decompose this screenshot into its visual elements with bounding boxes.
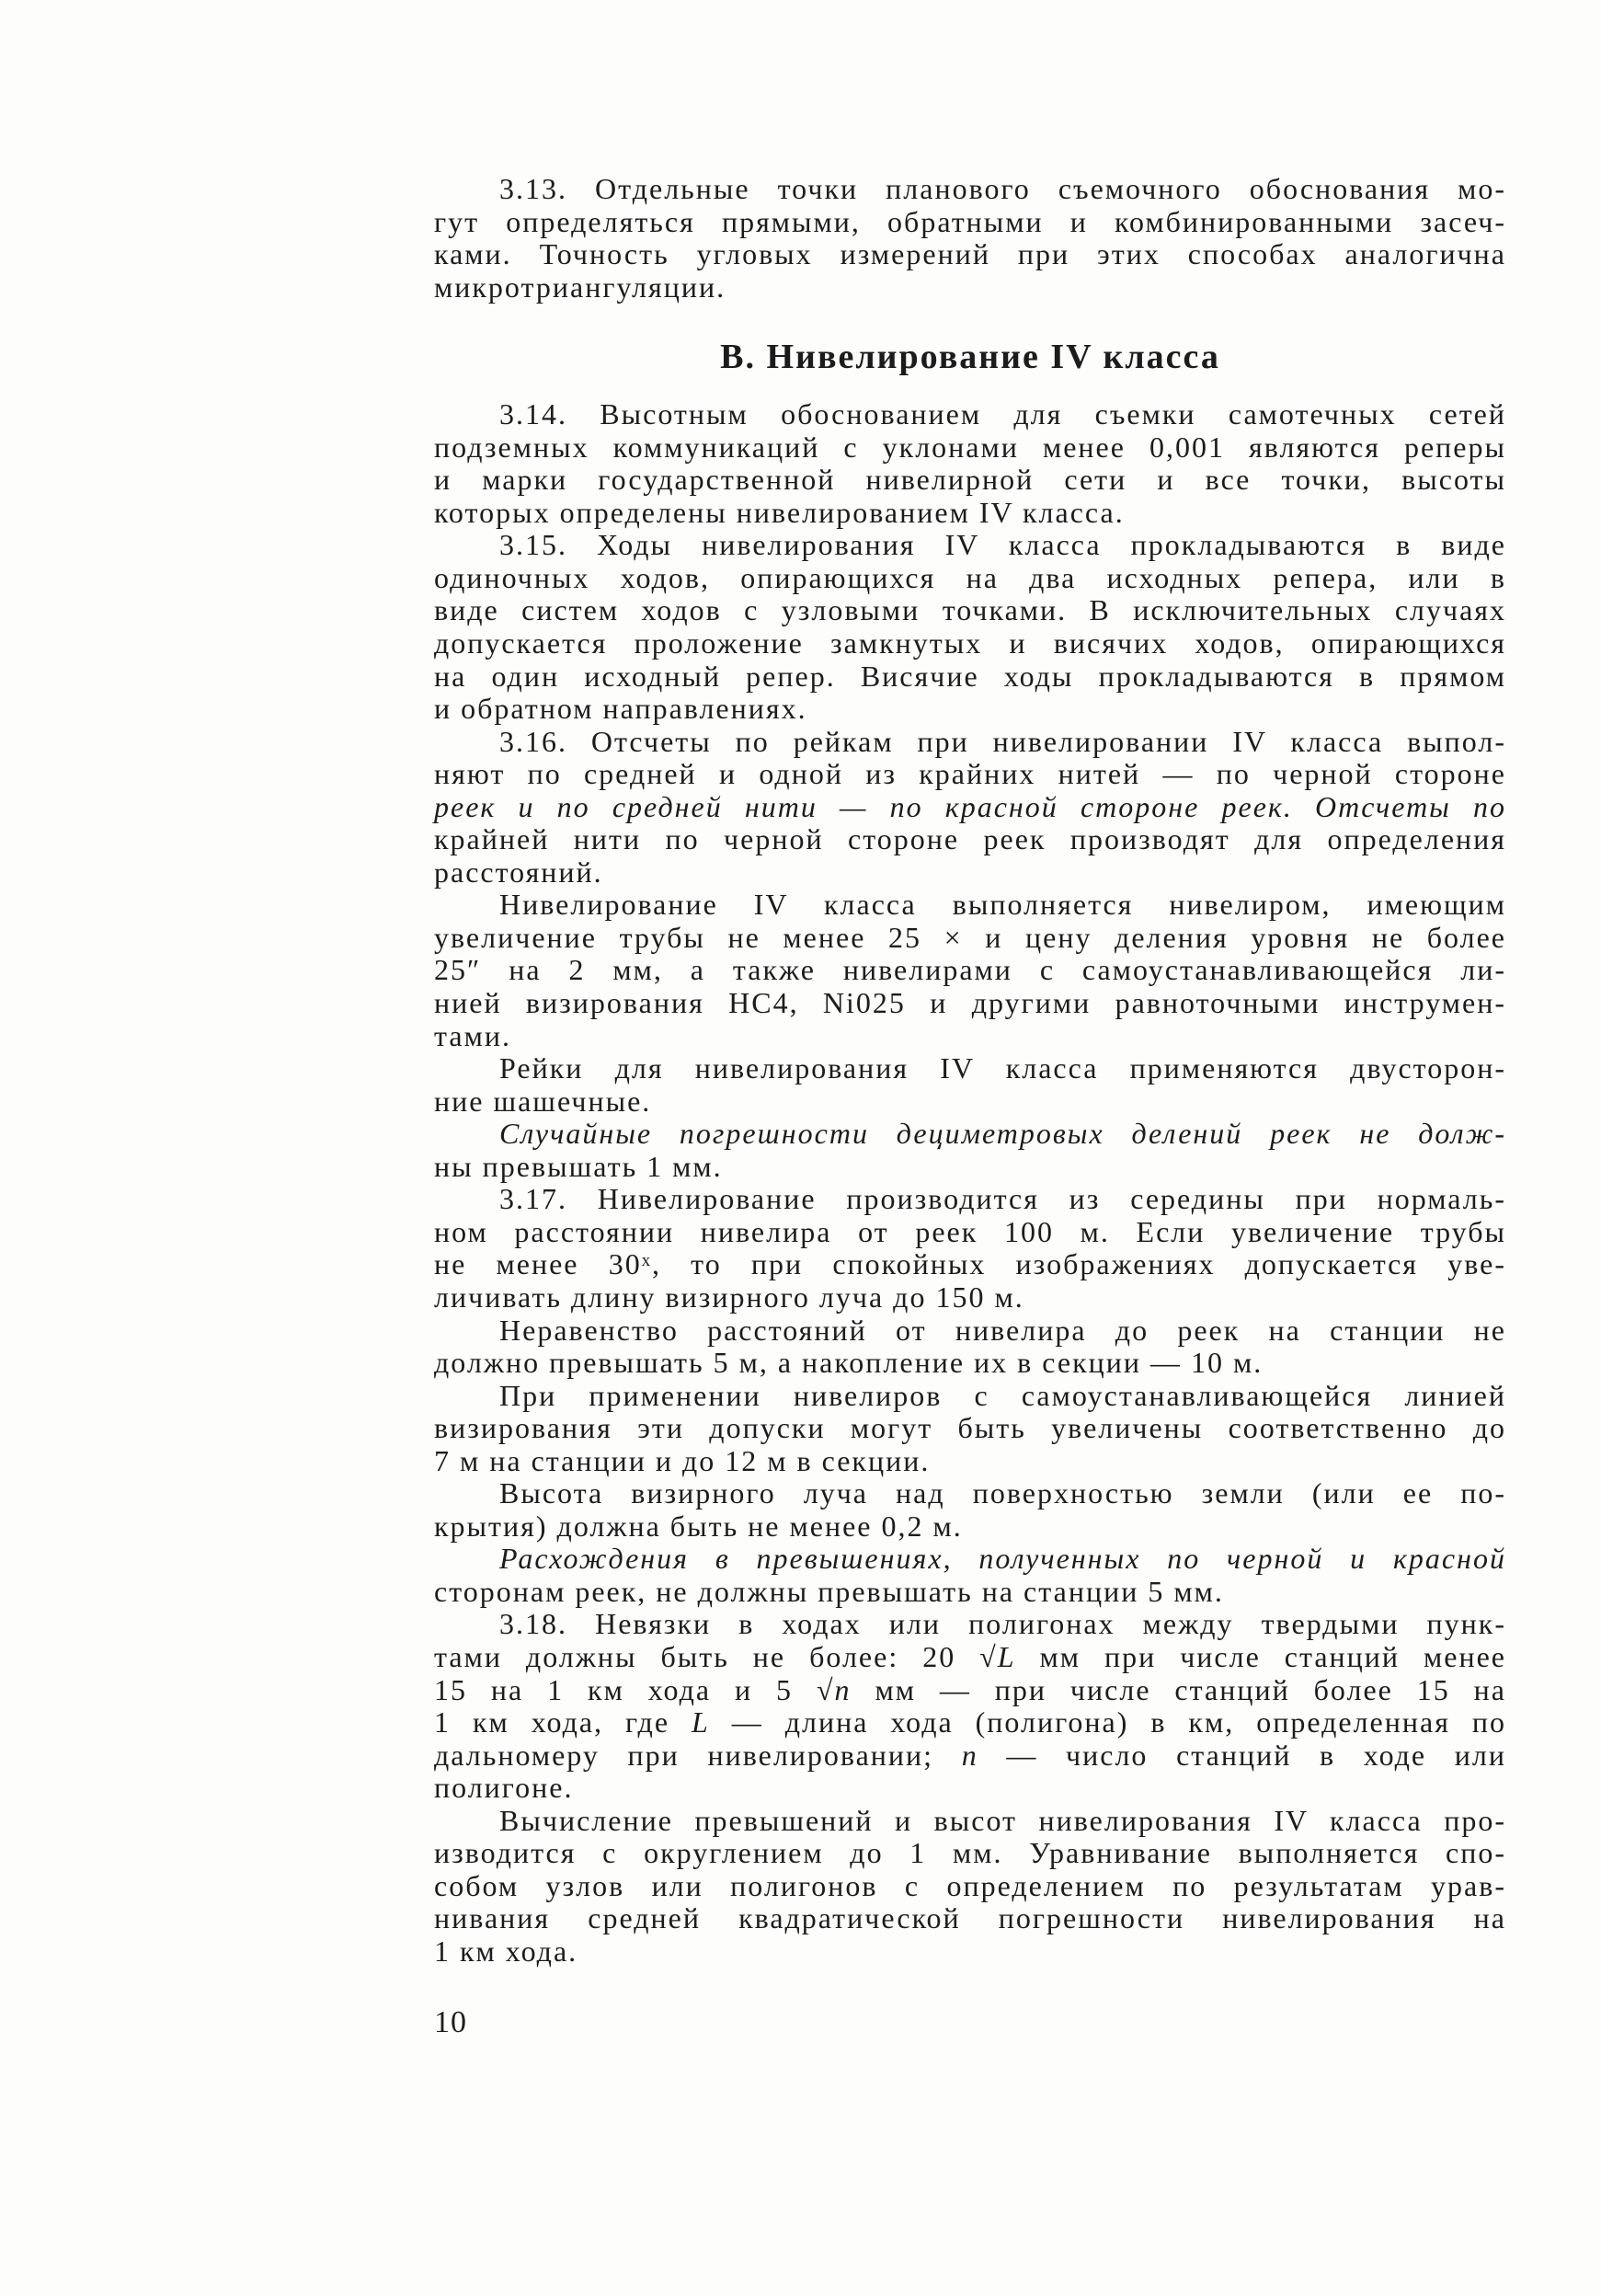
text-block bbox=[434, 173, 1506, 2039]
paragraph bbox=[434, 1052, 1506, 1118]
text-line bbox=[434, 1706, 1506, 1739]
text-segment: дальномеру при нивелировании; bbox=[434, 1738, 962, 1772]
paragraph bbox=[434, 1118, 1506, 1183]
text-line: При применении нивелиров с самоустанавливающейся линией bbox=[499, 1378, 1506, 1412]
text-line: крытия) должна быть не менее 0,2 м. bbox=[434, 1509, 963, 1543]
text-line: гут определяться прямыми, обратными и комбинированными засеч- bbox=[434, 204, 1506, 238]
text-line: и марки государственной нивелирной сети и все точки, высоты bbox=[434, 463, 1506, 497]
text-line: Вычисление превышений и высот нивелирования IV класса про- bbox=[499, 1803, 1506, 1837]
paragraph bbox=[434, 1805, 1506, 1969]
text-line bbox=[434, 1674, 1506, 1707]
paragraph bbox=[434, 726, 1506, 890]
text-line: микротриангуляции. bbox=[434, 270, 726, 304]
paragraph bbox=[434, 1543, 1506, 1608]
text-line: 3.15. Ходы нивелирования IV класса прокладываются в виде bbox=[499, 528, 1506, 562]
text-line: ние шашечные. bbox=[434, 1084, 652, 1118]
text-line bbox=[434, 1739, 1506, 1773]
text-line bbox=[434, 1543, 1506, 1576]
paragraph bbox=[434, 1477, 1506, 1543]
text-line: 3.17. Нивелирование производится из середины при нормаль- bbox=[499, 1182, 1506, 1216]
text-line: собом узлов или полигонов с определением по результатам урав- bbox=[434, 1868, 1506, 1902]
text-line: 3.18. Невязки в ходах или полигонах между твердыми пунк- bbox=[499, 1607, 1506, 1641]
text-line: допускается проложение замкнутых и висячих ходов, опирающихся bbox=[434, 626, 1506, 660]
text-line: на один исходный репер. Висячие ходы прокладываются в прямом bbox=[434, 659, 1506, 693]
text-line: Нивелирование IV класса выполняется нивелиром, имеющим bbox=[499, 888, 1506, 922]
text-line: 1 км хода. bbox=[434, 1934, 578, 1968]
section-b-body bbox=[434, 398, 1506, 1968]
text-line: виде систем ходов с узловыми точками. В исключительных случаях bbox=[434, 593, 1506, 627]
text-line: не менее 30ˣ, то при спокойных изображениях допускается уве- bbox=[434, 1247, 1506, 1281]
text-line: ками. Точность угловых измерений при этих способах аналогична bbox=[434, 237, 1506, 271]
text-line: Высота визирного луча над поверхностью земли (или ее по- bbox=[499, 1476, 1506, 1510]
text-line: нивания средней квадратической погрешности нивелирования на bbox=[434, 1901, 1506, 1935]
paragraph bbox=[434, 1608, 1506, 1804]
text-segment: — длина хода (полигона) в км, определенная по bbox=[709, 1705, 1507, 1739]
text-line: 3.13. Отдельные точки планового съемочного обоснования мо- bbox=[499, 172, 1506, 205]
text-line: няют по средней и одной из крайних нитей — по черной стороне bbox=[434, 757, 1506, 791]
text-line: подземных коммуникаций с уклонами менее 0,001 являются реперы bbox=[434, 430, 1506, 464]
text-line: визирования эти допуски могут быть увеличены соответственно до bbox=[434, 1411, 1506, 1445]
text-line: нией визирования НС4, Ni025 и другими равноточными инструмен- bbox=[434, 986, 1506, 1020]
paragraph bbox=[434, 889, 1506, 1052]
text-line: сторонам реек, не должны превышать на станции 5 мм. bbox=[434, 1574, 1224, 1608]
text-segment: мм при числе станций менее bbox=[1015, 1639, 1507, 1673]
text-segment: мм — при числе станций более 15 на bbox=[851, 1672, 1507, 1706]
italic-text: L bbox=[691, 1705, 710, 1739]
paragraph bbox=[434, 398, 1506, 529]
paragraph bbox=[434, 529, 1506, 725]
italic-text: L bbox=[997, 1639, 1016, 1673]
text-segment: 15 на 1 км хода и 5 √ bbox=[434, 1672, 835, 1706]
text-line: Неравенство расстояний от нивелира до реек на станции не bbox=[499, 1313, 1506, 1347]
section-heading: В. Нивелирование IV класса bbox=[720, 338, 1220, 377]
text-line: и обратном направлениях. bbox=[434, 692, 807, 726]
text-line: полигоне. bbox=[434, 1771, 574, 1805]
text-line bbox=[434, 1118, 1506, 1151]
italic-text: Случайные погрешности дециметровых делений реек не долж- bbox=[499, 1117, 1506, 1151]
italic-text: n bbox=[834, 1672, 852, 1706]
page-number: 10 bbox=[434, 2005, 467, 2040]
italic-text: n bbox=[961, 1738, 978, 1772]
text-line bbox=[434, 1641, 1506, 1674]
italic-text: реек и по средней нити — по красной стороне реек. Отсчеты по bbox=[434, 789, 1506, 823]
text-segment: тами должны быть не более: 20 √ bbox=[434, 1639, 998, 1673]
text-line: тами. bbox=[434, 1018, 511, 1052]
text-line: расстояний. bbox=[434, 855, 603, 889]
paragraph-3-13 bbox=[434, 173, 1506, 304]
text-line: должно превышать 5 м, а накопление их в секции — 10 м. bbox=[434, 1346, 1264, 1380]
text-line: 7 м на станции и до 12 м в секции. bbox=[434, 1443, 931, 1477]
text-line: изводится с округлением до 1 мм. Уравнивание выполняется спо- bbox=[434, 1836, 1506, 1870]
text-line: ном расстоянии нивелира от реек 100 м. Если увеличение трубы bbox=[434, 1214, 1506, 1248]
text-line: 3.16. Отсчеты по рейкам при нивелировании IV класса выпол- bbox=[499, 724, 1506, 758]
text-line: крайней нити по черной стороне реек производят для определения bbox=[434, 822, 1506, 856]
paragraph bbox=[434, 1380, 1506, 1478]
text-line: 25″ на 2 мм, а также нивелирами с самоустанавливающейся ли- bbox=[434, 953, 1506, 987]
text-line: личивать длину визирного луча до 150 м. bbox=[434, 1280, 1024, 1314]
text-segment: 1 км хода, где bbox=[434, 1705, 692, 1739]
paragraph bbox=[434, 1314, 1506, 1380]
text-line: которых определены нивелированием IV класса. bbox=[434, 495, 1125, 529]
text-line: Рейки для нивелирования IV класса применяются двусторон- bbox=[499, 1051, 1506, 1085]
text-line: ны превышать 1 мм. bbox=[434, 1149, 723, 1183]
text-line: 3.14. Высотным обоснованием для съемки самотечных сетей bbox=[499, 397, 1506, 431]
text-line: увеличение трубы не менее 25 × и цену деления уровня не более bbox=[434, 920, 1506, 954]
paragraph bbox=[434, 1183, 1506, 1314]
text-line: одиночных ходов, опирающихся на два исходных репера, или в bbox=[434, 560, 1506, 594]
italic-text: Расхождения в превышениях, полученных по черной и красной bbox=[499, 1542, 1506, 1576]
text-segment: — число станций в ходе или bbox=[978, 1738, 1506, 1772]
text-line bbox=[434, 791, 1506, 824]
